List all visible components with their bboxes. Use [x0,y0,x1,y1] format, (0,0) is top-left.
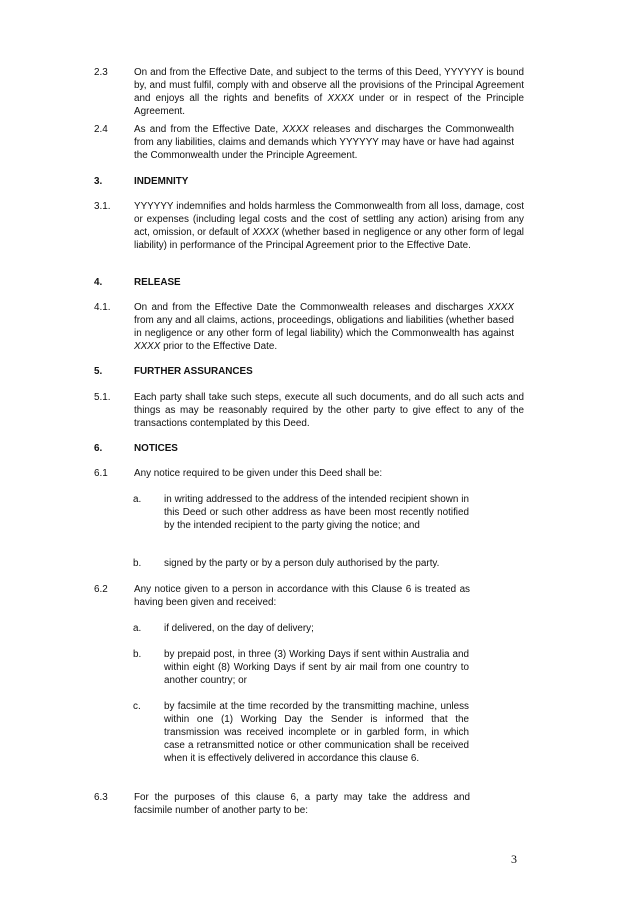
party-placeholder: XXXX [252,227,279,238]
section-number: 4. [94,277,103,288]
clause-number: 5.1. [94,392,111,403]
clause-text [134,301,514,353]
section-title: FURTHER ASSURANCES [134,366,253,377]
clause-number: 2.3 [94,67,108,78]
sub-clause-letter: c. [133,701,141,712]
section-number: 6. [94,443,103,454]
section-title: NOTICES [134,443,178,454]
clause-number: 6.2 [94,584,108,595]
sub-clause-letter: a. [133,623,142,634]
sub-clause-text: by facsimile at the time recorded by the transmitting machine, unless within one (1) Working Day the Sender is informed that the transmission was received incomplete or in garbled form, in which case a retransmitted notice or other communication shall be received when it is effectively delivered in accordance this clause 6. [164,701,469,764]
clause-text: Each party shall take such steps, execute all such documents, and do all such acts and things as may be reasonably required by the other party to give effect to any of the transactions contemplated by this Deed. [134,392,524,429]
sub-clause-letter: b. [133,649,142,660]
clause-text-part: under or in respect of the Principle Agreement. [134,93,524,117]
party-placeholder: XXXX [487,302,514,313]
clause-number: 3.1. [94,201,111,212]
party-placeholder: XXXX [134,341,161,352]
clause-number: 2.4 [94,124,108,135]
party-placeholder: XXXX [327,93,354,104]
clause-text-part: On and from the Effective Date, and subject to the terms of this Deed, YYYYYY is bound by, and must fulfil, comply with and observe all the provisions of the Principal Agreement and enjoys all the rights and benefits of [134,67,524,104]
sub-clause-text: in writing addressed to the address of the intended recipient shown in this Deed or such other address as have been most recently notified by the intended recipient to the party giving the notice; and [164,494,469,531]
clause-text [134,200,524,252]
section-number: 5. [94,366,103,377]
section-title: INDEMNITY [134,176,189,187]
sub-clause-text: if delivered, on the day of delivery; [164,623,314,634]
clause-text-part: releases and discharges the Commonwealth from any liabilities, claims and demands which YYYYYY may have or have had against the Commonwealth under the Principle Agreement. [134,124,515,161]
party-placeholder: XXXX [282,124,309,135]
section-number: 3. [94,176,103,187]
clause-number: 4.1. [94,302,111,313]
clause-number: 6.1 [94,468,108,479]
sub-clause-letter: a. [133,494,142,505]
clause-text-part: (whether based in negligence or any other form of legal liability) in performance of the Principal Agreement prior to the Effective Date. [134,227,525,251]
clause-text: For the purposes of this clause 6, a party may take the address and facsimile number of another party to be: [134,792,470,816]
clause-number: 6.3 [94,792,108,803]
clause-text-part: As and from the Effective Date, [134,124,283,135]
clause-text-part: from any and all claims, actions, proceedings, obligations and liabilities (whether based in negligence or any other form of legal liability) which the Commonwealth has against [134,315,514,339]
page-number: 3 [511,852,517,866]
section-title: RELEASE [134,277,181,288]
clause-text-part: On and from the Effective Date the Commonwealth releases and discharges [134,302,488,313]
clause-text: Any notice given to a person in accordance with this Clause 6 is treated as having been given and received: [134,584,470,608]
sub-clause-letter: b. [133,558,142,569]
clause-text: Any notice required to be given under this Deed shall be: [134,468,383,479]
clause-text [134,66,524,118]
sub-clause-text: signed by the party or by a person duly authorised by the party. [164,558,440,569]
sub-clause-text: by prepaid post, in three (3) Working Days if sent within Australia and within eight (8) Working Days if sent by air mail from one country to another country; or [164,649,469,686]
clause-text [134,123,514,162]
clause-text-part: YYYYYY indemnifies and holds harmless the Commonwealth from all loss, damage, cost or expenses (including legal costs and the cost of settling any action) arising from any act, omission, or default of [134,201,524,238]
clause-text-part: prior to the Effective Date. [160,341,278,352]
